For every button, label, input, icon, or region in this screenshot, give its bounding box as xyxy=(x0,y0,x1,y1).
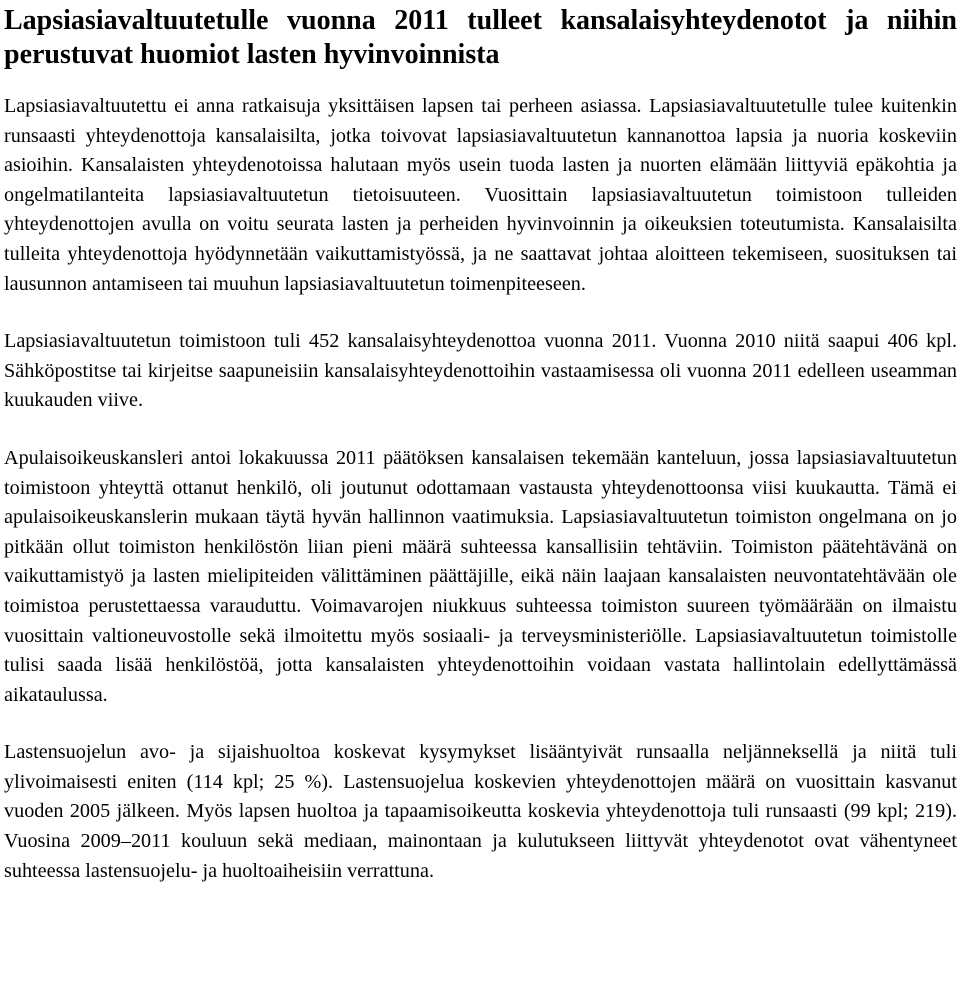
paragraph-child-welfare: Lastensuojelun avo- ja sijaishuoltoa koskevat kysymykset lisääntyivät runsaalla neljänneksellä ja niitä tuli ylivoimaisesti eniten (114 kpl; 25 %). Lastensuojelua koskevien yhteydenottojen määrä on vuosittain kasvanut vuoden 2005 jälkeen. Myös lapsen huoltoa ja tapaamisoikeutta koskevia yhteydenottoja tuli runsaasti (99 kpl; 219). Vuosina 2009–2011 kouluun sekä mediaan, mainontaan ja kulutukseen liittyvät yhteydenotot ovat vähentyneet suhteessa lastensuojelu- ja huoltoaiheisiin verrattuna. xyxy=(4,741,957,882)
paragraph-intro: Lapsiasiavaltuutettu ei anna ratkaisuja yksittäisen lapsen tai perheen asiassa. Lapsiasiavaltuutetulle tulee kuitenkin runsaasti yhteydenottoja kansalaisilta, jotka toivovat lapsiasiavaltuutetun kannanottoa lapsia ja nuoria koskeviin asioihin. Kansalaisten yhteydenotoissa halutaan myös usein tuoda lasten ja nuorten elämään liittyviä epäkohtia ja ongelmatilanteita lapsiasiavaltuutetun tietoisuuteen. Vuosittain lapsiasiavaltuutetun toimistoon tulleiden yhteydenottojen avulla on voitu seurata lasten ja perheiden hyvinvoinnin ja oikeuksien toteutumista. Kansalaisilta tulleita yhteydenottoja hyödynnetään vaikuttamistyössä, ja ne saattavat johtaa aloitteen tekemiseen, suosituksen tai lausunnon antamiseen tai muuhun lapsiasiavaltuutetun toimenpiteeseen. xyxy=(4,95,957,295)
document-page xyxy=(4,0,957,886)
document-title: Lapsiasiavaltuutetulle vuonna 2011 tulleet kansalaisyhteydenotot ja niihin perustuvat huomiot lasten hyvinvoinnista xyxy=(4,5,957,70)
paragraph-contact-count: Lapsiasiavaltuutetun toimistoon tuli 452 kansalaisyhteydenottoa vuonna 2011. Vuonna 2010 niitä saapui 406 kpl. Sähköpostitse tai kirjeitse saapuneisiin kansalaisyhteydenottoihin vastaamisessa oli vuonna 2011 edelleen useamman kuukauden viive. xyxy=(4,330,957,412)
paragraph-chancellor-decision: Apulaisoikeuskansleri antoi lokakuussa 2011 päätöksen kansalaisen tekemään kanteluun, jossa lapsiasiavaltuutetun toimistoon yhteyttä ottanut henkilö, oli joutunut odottamaan vastausta yhteydenottoonsa viisi kuukautta. Tämä ei apulaisoikeuskanslerin mukaan täytä hyvän hallinnon vaatimuksia. Lapsiasiavaltuutetun toimiston ongelmana on jo pitkään ollut toimiston henkilöstön liian pieni määrä suhteessa kansallisiin tehtäviin. Toimiston päätehtävänä on vaikuttamistyö ja lasten mielipiteiden välittäminen päättäjille, eikä näin laajaan kansalaisten neuvontatehtävään ole toimistoa perustettaessa varauduttu. Voimavarojen niukkuus suhteessa toimiston suureen työmäärään on ilmaistu vuosittain valtioneuvostolle sekä ilmoitettu myös sosiaali- ja terveysministeriölle. Lapsiasiavaltuutetun toimistolle tulisi saada lisää henkilöstöä, jotta kansalaisten yhteydenottoihin voidaan vastata hallintolain edellyttämässä aikataulussa. xyxy=(4,446,957,706)
